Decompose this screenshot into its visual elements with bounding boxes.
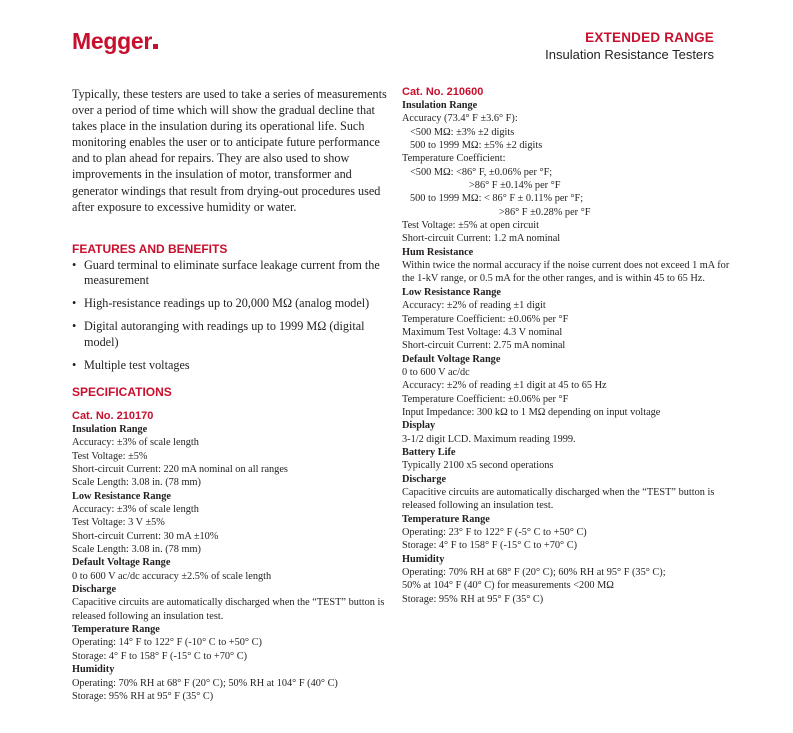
logo-text: Megger	[72, 28, 152, 54]
spec-line: Storage: 95% RH at 95° F (35° C)	[72, 690, 214, 702]
spec-heading: Temperature Range	[402, 513, 490, 525]
spec-line: Maximum Test Voltage: 4.3 V nominal	[402, 326, 563, 338]
spec-line: Typically 2100 x5 second operations	[402, 460, 554, 472]
spec-line: Test Voltage: ±5% at open circuit	[402, 220, 539, 232]
cat-210170-title: Cat. No. 210170	[72, 409, 154, 422]
spec-line: Operating: 70% RH at 68° F (20° C); 50% RH at 104° F (40° C)	[72, 677, 338, 689]
spec-line: Storage: 95% RH at 95° F (35° C)	[402, 593, 544, 605]
header-subtitle: Insulation Resistance Testers	[545, 47, 714, 62]
spec-line: Scale Length: 3.08 in. (78 mm)	[72, 544, 201, 556]
spec-line: Short-circuit Current: 220 mA nominal on all ranges	[72, 464, 288, 475]
spec-line: Accuracy (73.4° F ±3.6° F):	[402, 113, 518, 125]
spec-line: Accuracy: ±2% of reading ±1 digit at 45 to 65 Hz	[402, 380, 607, 392]
spec-line: 50% at 104° F (40° C) for measurements <200 MΩ	[402, 580, 614, 592]
spec-line: Test Voltage: ±5%	[72, 450, 148, 462]
features-list	[72, 258, 392, 373]
spec-line: Storage: 4° F to 158° F (-15° C to +70° C)	[402, 540, 578, 552]
specifications-heading: SPECIFICATIONS	[72, 384, 172, 399]
spec-line: 500 to 1999 MΩ: ±5% ±2 digits	[410, 140, 543, 152]
feature-item: • Digital autoranging with readings up to 1999 MΩ (digital model)	[72, 319, 392, 349]
spec-line: Within twice the normal accuracy if the noise current does not exceed 1 mA for the 1-kV range, or 0.5 mA for the other ranges, and is within 45 to 65 Hz.	[402, 260, 730, 285]
spec-heading: Discharge	[72, 584, 117, 596]
spec-heading: Low Resistance Range	[72, 490, 171, 502]
spec-line: Capacitive circuits are automatically discharged when the “TEST” button is released following an insulation test.	[72, 597, 385, 622]
spec-heading: Default Voltage Range	[402, 353, 501, 365]
page-header	[545, 30, 714, 62]
spec-heading: Display	[402, 420, 436, 432]
spec-line: Operating: 70% RH at 68° F (20° C); 60% RH at 95° F (35° C);	[402, 567, 666, 579]
spec-line: 500 to 1999 MΩ: < 86° F ± 0.11% per °F;	[410, 193, 584, 205]
spec-line: Temperature Coefficient: ±0.06% per °F	[402, 313, 569, 325]
spec-line: Accuracy: ±2% of reading ±1 digit	[402, 300, 546, 312]
spec-line: 0 to 600 V ac/dc accuracy ±2.5% of scale length	[72, 570, 272, 582]
spec-heading: Low Resistance Range	[402, 286, 501, 298]
spec-heading: Battery Life	[402, 446, 456, 458]
spec-line: Operating: 14° F to 122° F (-10° C to +50° C)	[72, 637, 262, 649]
right-column	[402, 86, 732, 606]
spec-heading: Temperature Range	[72, 624, 160, 636]
spec-line: Input Impedance: 300 kΩ to 1 MΩ depending on input voltage	[402, 406, 661, 418]
feature-item: • Guard terminal to eliminate surface leakage current from the measurement	[72, 258, 392, 288]
spec-line: Test Voltage: 3 V ±5%	[72, 517, 165, 529]
spec-line: Capacitive circuits are automatically discharged when the “TEST” button is released following an insulation test.	[402, 486, 715, 512]
features-section	[72, 242, 392, 373]
features-heading: FEATURES AND BENEFITS	[72, 241, 228, 256]
spec-heading: Discharge	[402, 473, 447, 485]
spec-line: >86° F ±0.14% per °F	[469, 180, 561, 192]
spec-line: Scale Length: 3.08 in. (78 mm)	[72, 477, 201, 489]
spec-line: Accuracy: ±3% of scale length	[72, 437, 199, 449]
specifications-section	[72, 385, 392, 703]
header-title: EXTENDED RANGE	[585, 30, 714, 45]
spec-line: Short-circuit Current: 1.2 mA nominal	[402, 233, 561, 245]
feature-item: • Multiple test voltages	[72, 358, 392, 373]
spec-line: Storage: 4° F to 158° F (-15° C to +70° C)	[72, 650, 248, 662]
spec-line: Short-circuit Current: 2.75 mA nominal	[402, 340, 566, 352]
spec-line: >86° F ±0.28% per °F	[499, 206, 591, 218]
intro-paragraph: Typically, these testers are used to take a series of measurements over a period of time which will show the gradual decline that takes place in the insulation during its operational life. Such monitoring enables the user or to anticipate future performance and to plan ahead for repairs. They are also used to show improvements in the insulation of motor, transformer and generator windings that result from drying-out procedures used after exposure to excessive humidity or water.	[72, 87, 387, 214]
spec-line: Short-circuit Current: 30 mA ±10%	[72, 530, 219, 542]
spec-heading: Humidity	[402, 553, 445, 565]
spec-line: 0 to 600 V ac/dc	[402, 366, 470, 378]
spec-line: <500 MΩ: <86° F, ±0.06% per °F;	[410, 166, 553, 178]
cat-210170-spec-list	[72, 423, 392, 703]
left-column	[72, 86, 392, 703]
spec-heading: Hum Resistance	[402, 246, 474, 258]
megger-logo	[72, 28, 158, 55]
spec-line: Temperature Coefficient:	[402, 153, 506, 165]
spec-line: Operating: 23° F to 122° F (-5° C to +50° C)	[402, 527, 587, 538]
spec-line: Accuracy: ±3% of scale length	[72, 504, 199, 516]
feature-item: • High-resistance readings up to 20,000 MΩ (analog model)	[72, 296, 392, 311]
cat-210600-spec-list	[402, 99, 732, 606]
logo-dot	[153, 44, 158, 49]
spec-line: 3-1/2 digit LCD. Maximum reading 1999.	[402, 433, 576, 445]
spec-heading: Humidity	[72, 664, 115, 676]
spec-line: <500 MΩ: ±3% ±2 digits	[410, 126, 515, 138]
spec-line: Temperature Coefficient: ±0.06% per °F	[402, 393, 569, 405]
spec-heading: Default Voltage Range	[72, 557, 171, 569]
spec-heading: Insulation Range	[72, 423, 148, 435]
cat-210600-title: Cat. No. 210600	[402, 86, 484, 98]
spec-heading: Insulation Range	[402, 100, 478, 111]
